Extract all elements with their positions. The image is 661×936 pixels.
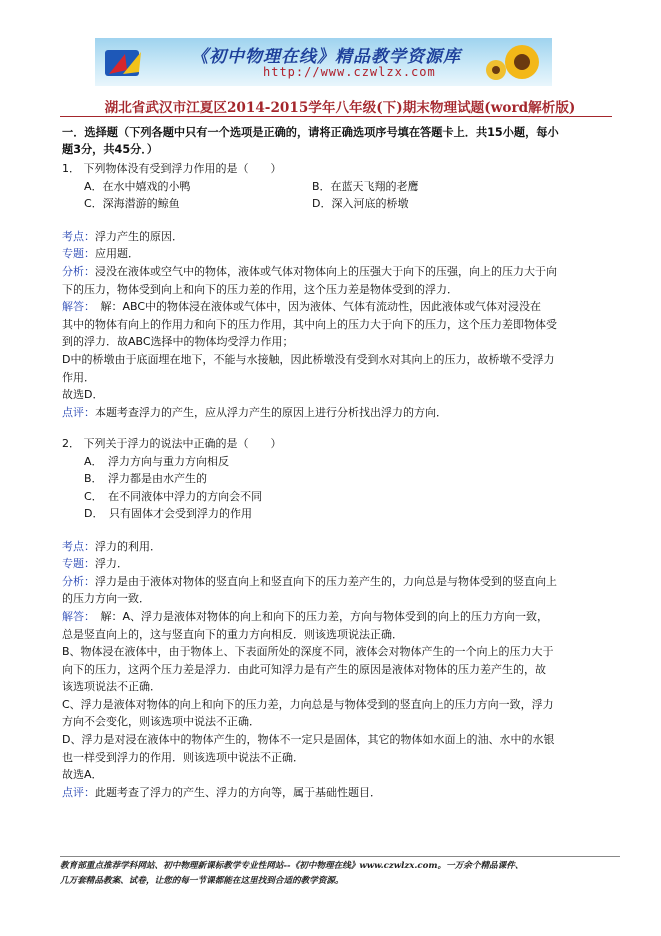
- dianping-label: 点评：: [62, 785, 95, 799]
- question-1: 1． 下列物体没有受到浮力作用的是（ ） A．在水中嬉戏的小鸭 B．在蓝天飞翔的老鹰 C．深海潜游的鲸鱼 D．深入河底的桥墩 考点：浮力产生的原因． 专题：应用题． 分析：浸没在液体或空气中的物体，液体或气体对物体向上的压强大于向下的压强，向上的压力大于向 下的压力，物体受到向上和向下的压力差的作用，这个压力差是物体受到的浮力． 解答： 解：ABC中的物体浸在液体或气体中，因为液体、气体有流动性，因此液体或气体对浸没在 其中的物体有向上的作用力和向下的压力作用，其中向上的压力大于向下的压力，这个压力差即物体受 到的浮力．故ABC选择中的物体均受浮力作用； D中的桥墩由于底面埋在地下，不能与水接触，因此桥墩没有受到水对其向上的压力，故桥墩不受浮力 作用． 故选D． 点评：本题考查浮力的产生，应从浮力产生的原因上进行分析找出浮力的方向．: [62, 160, 614, 421]
- option-c: C．深海潜游的鲸鱼: [84, 197, 180, 211]
- option-b: B． 浮力都是由水产生的: [84, 472, 208, 486]
- header-banner: [95, 38, 552, 86]
- dianping-label: 点评：: [62, 405, 95, 419]
- question-options: [84, 178, 614, 213]
- zhuanti-label: 专题：: [62, 247, 95, 261]
- kaodian-label: 考点：: [62, 229, 95, 243]
- section-heading: 一．选择题（下列各题中只有一个选项是正确的，请将正确选项序号填在答题卡上．共15小题，每小 题3分，共45分．）: [62, 126, 559, 156]
- question-stem: 1． 下列物体没有受到浮力作用的是（ ）: [62, 162, 282, 175]
- page-footer: 教育部重点推荐学科网站、初中物理新课标教学专业性网站--《初中物理在线》www.czwlzx.com。一万余个精品课件、 几万套精品教案、试卷，让您的每一节课都能在这里找到合适的教学资源。: [60, 861, 524, 886]
- option-a: A． 浮力方向与重力方向相反: [84, 454, 230, 468]
- fenxi-row: 分析：浸没在液体或空气中的物体，液体或气体对物体向上的压强大于向下的压强，向上的压力大于向: [62, 264, 557, 278]
- document-title: 湖北省武汉市江夏区2014-2015学年八年级(下)期末物理试题(word解析版): [104, 100, 576, 116]
- jieda-label: 解答：: [62, 609, 90, 623]
- title-divider: [60, 116, 612, 117]
- sunflower-icon: [484, 40, 548, 86]
- option-b: B．在蓝天飞翔的老鹰: [312, 179, 419, 193]
- jieda-row: 解答： 解：ABC中的物体浸在液体或气体中，因为液体、气体有流动性，因此液体或气体对浸没在: [62, 300, 542, 314]
- kaodian-row: 考点：浮力产生的原因．: [62, 229, 183, 243]
- dianping-row: 点评：此题考查了浮力的产生、浮力的方向等，属于基础性题目．: [62, 785, 381, 799]
- option-a: A．在水中嬉戏的小鸭: [84, 179, 191, 193]
- zhuanti-row: 专题：应用题．: [62, 247, 139, 261]
- banner-url: http://www.czwlzx.com: [263, 65, 436, 79]
- option-c: C． 在不同液体中浮力的方向会不同: [84, 489, 263, 503]
- site-logo-icon: [105, 44, 149, 80]
- option-d: D． 只有固体才会受到浮力的作用: [84, 507, 252, 521]
- fenxi-label: 分析：: [62, 574, 95, 588]
- document-body: [62, 124, 614, 801]
- jieda-row: 解答： 解：A、浮力是液体对物体的向上和向下的压力差，方向与物体受到的向上的压力方向一致，: [62, 609, 549, 623]
- kaodian-label: 考点：: [62, 539, 95, 553]
- banner-title: 《初中物理在线》精品教学资源库: [191, 47, 461, 67]
- kaodian-row: 考点：浮力的利用．: [62, 539, 161, 553]
- jieda-label: 解答：: [62, 300, 90, 314]
- question-stem: 2． 下列关于浮力的说法中正确的是（ ）: [62, 437, 282, 451]
- fenxi-label: 分析：: [62, 264, 95, 278]
- zhuanti-row: 专题：浮力．: [62, 557, 128, 571]
- zhuanti-label: 专题：: [62, 557, 95, 571]
- footer-divider: [60, 856, 620, 857]
- question-options: [84, 453, 614, 523]
- dianping-row: 点评：本题考查浮力的产生，应从浮力产生的原因上进行分析找出浮力的方向．: [62, 405, 447, 419]
- option-d: D．深入河底的桥墩: [312, 197, 409, 211]
- question-2: 2． 下列关于浮力的说法中正确的是（ ） A． 浮力方向与重力方向相反 B． 浮力都是由水产生的 C． 在不同液体中浮力的方向会不同 D． 只有固体才会受到浮力的作用 考点：浮力的利用． 专题：浮力． 分析：浮力是由于液体对物体的竖直向上和竖直向下的压力差产生的，力向总是与物体受到的竖直向上 的压力方向一致． 解答： 解：A、浮力是液体对物体的向上和向下的压力差，方向与物体受到的向上的压力方向一致， 总是竖直向上的，这与竖直向下的重力方向相反．则该选项说法正确． B、物体浸在液体中，由于物体上、下表面所处的深度不同，液体会对物体产生的一个向上的压力大于 向下的压力，这两个压力差是浮力．由此可知浮力是有产生的原因是液体对物体的压力差产生的，故 该选项说法不正确． C、浮力是液体对物体的向上和向下的压力差，力向总是与物体受到的竖直向上的压力方向一致，浮力 方向不会变化，则该选项中说法不正确． D、浮力是对浸在液体中的物体产生的，物体不一定只是固体，其它的物体如水面上的油、水中的水银 也一样受到浮力的作用．则该选项中说法不正确． 故选A． 点评：此题考查了浮力的产生、浮力的方向等，属于基础性题目．: [62, 435, 614, 801]
- fenxi-row: 分析：浮力是由于液体对物体的竖直向上和竖直向下的压力差产生的，力向总是与物体受到的竖直向上: [62, 574, 557, 588]
